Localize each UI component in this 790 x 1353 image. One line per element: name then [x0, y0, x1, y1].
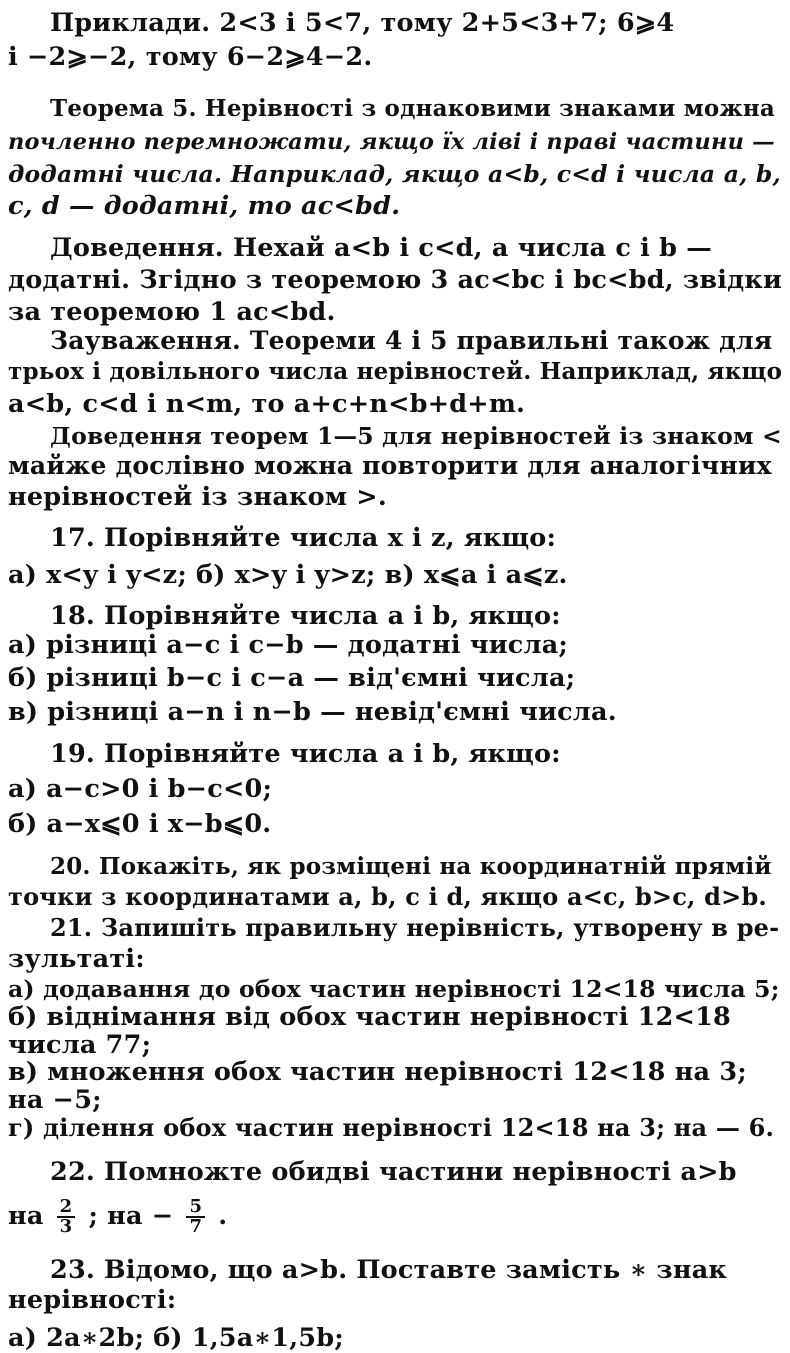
text-line: а) x<y і y<z; б) x>y і y>z; в) x⩽a і a⩽z.: [8, 560, 568, 590]
fraction-numerator: 2: [57, 1198, 76, 1218]
text-line: в) множення обох частин нерівності 12<18 на 3;: [8, 1057, 747, 1087]
text-line: б) a−x⩽0 і x−b⩽0.: [8, 809, 272, 839]
text-line: б) віднімання від обох частин нерівності 12<18: [8, 1002, 732, 1032]
text-line: числа 77;: [8, 1030, 152, 1060]
text-line: Доведення теорем 1—5 для нерівностей із знаком <: [50, 422, 782, 450]
fraction-two-thirds: [57, 1198, 76, 1236]
text-line: нерівностей із знаком >.: [8, 482, 387, 512]
fraction-numerator: 5: [186, 1198, 205, 1218]
text-line: в) різниці a−n і n−b — невід'ємні числа.: [8, 697, 617, 727]
fraction-line-prefix: на: [8, 1201, 44, 1231]
text-line: 23. Відомо, що a>b. Поставте замість ∗ знак: [50, 1255, 728, 1285]
text-line: майже дослівно можна повторити для аналогічних: [8, 451, 772, 480]
text-line: 21. Запишіть правильну нерівність, утворену в ре-: [50, 913, 780, 942]
text-line: 20. Покажіть, як розміщені на координатній прямій: [50, 853, 772, 880]
text-line: 17. Порівняйте числа x і z, якщо:: [50, 523, 557, 553]
text-line: a<b, c<d і n<m, то a+c+n<b+d+m.: [8, 389, 526, 419]
text-line: точки з координатами a, b, c і d, якщо a<c, b>c, d>b.: [8, 882, 767, 911]
text-line: нерівності:: [8, 1285, 177, 1315]
text-line: 18. Порівняйте числа a і b, якщо:: [50, 601, 561, 631]
fraction-denominator: 3: [59, 1216, 73, 1237]
text-line: а) 2a∗2b; б) 1,5a∗1,5b;: [8, 1323, 344, 1353]
text-line: г) ділення обох частин нерівності 12<18 на 3; на — 6.: [8, 1113, 775, 1142]
fraction-line-suffix: .: [218, 1201, 228, 1231]
text-line: почленно перемножати, якщо їх ліві і праві частини —: [8, 129, 775, 155]
text-line: Доведення. Нехай a<b і c<d, а числа c і b —: [50, 233, 712, 263]
text-line: а) додавання до обох частин нерівності 12<18 числа 5;: [8, 975, 780, 1003]
text-line: Теорема 5. Нерівності з однаковими знаками можна: [50, 95, 776, 122]
fraction-line: [8, 1198, 227, 1236]
text-line: а) різниці a−c і c−b — додатні числа;: [8, 630, 569, 660]
text-line: зультаті:: [8, 944, 145, 974]
fraction-denominator: 7: [189, 1216, 203, 1237]
text-line: Приклади. 2<3 і 5<7, тому 2+5<3+7; 6⩾4: [50, 8, 675, 38]
text-line: і −2⩾−2, тому 6−2⩾4−2.: [8, 42, 373, 72]
text-line: трьох і довільного числа нерівностей. Наприклад, якщо: [8, 358, 783, 385]
text-line: додатні. Згідно з теоремою 3 ac<bc і bc<bd, звідки: [8, 265, 783, 295]
text-line: за теоремою 1 ac<bd.: [8, 297, 336, 327]
text-line: додатні числа. Наприклад, якщо a<b, c<d і числа a, b,: [8, 160, 781, 188]
text-line: Зауваження. Теореми 4 і 5 правильні також для: [50, 326, 773, 355]
text-line: 19. Порівняйте числа a і b, якщо:: [50, 739, 561, 769]
text-line: 22. Помножте обидві частини нерівності a>b: [50, 1157, 737, 1187]
fraction-five-sevenths: [186, 1198, 205, 1236]
fraction-line-middle: ; на −: [88, 1201, 174, 1231]
text-line: на −5;: [8, 1085, 102, 1115]
text-line: c, d — додатні, то ac<bd.: [8, 191, 401, 221]
text-line: а) a−c>0 і b−c<0;: [8, 774, 273, 804]
text-line: б) різниці b−c і c−a — від'ємні числа;: [8, 663, 576, 693]
